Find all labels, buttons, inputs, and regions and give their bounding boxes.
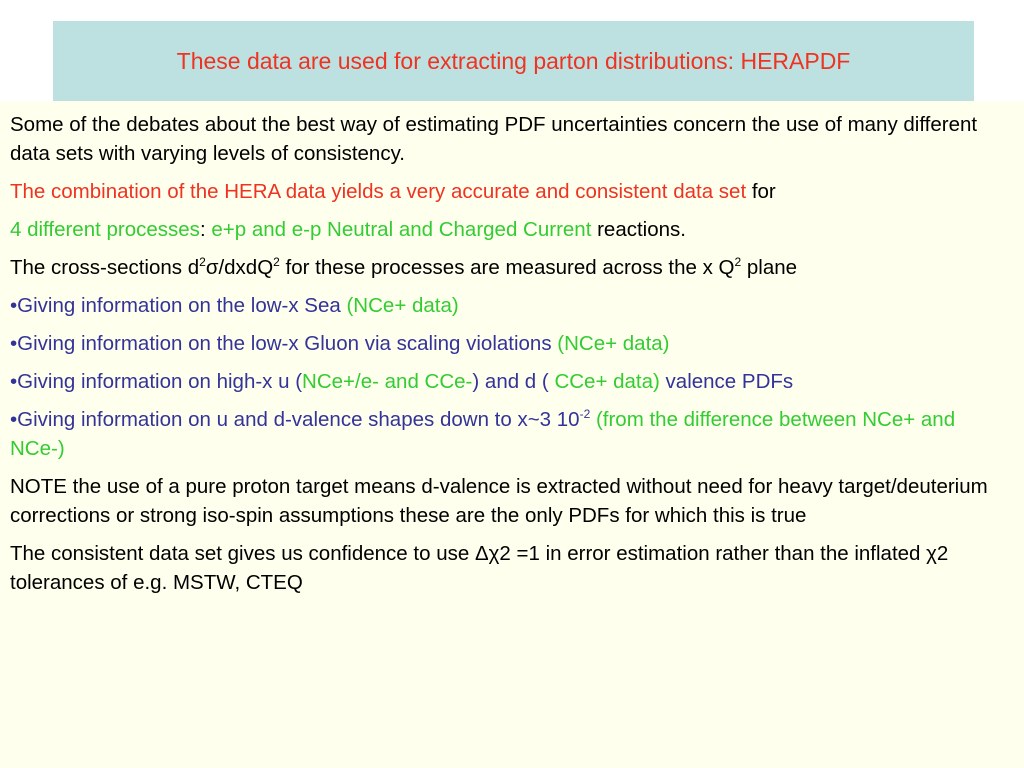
bullet-low-x-gluon-text: •Giving information on the low-x Gluon via scaling violations (10, 332, 558, 355)
bullet-valence-text: •Giving information on u and d-valence shapes down to x~3 10 (10, 408, 580, 431)
bullet-high-x-data-u: NCe+/e- and CCe- (302, 370, 473, 393)
bullet-valence-shapes (10, 405, 1010, 463)
bullet-high-x-valence (10, 367, 1010, 396)
bullet-low-x-gluon (10, 329, 1010, 358)
paragraph-processes (10, 215, 1010, 244)
bullet-valence-data: (from the difference between NCe+ and NCe-) (10, 408, 956, 460)
cross-sections-text-c: for these processes are measured across the x Q (279, 256, 735, 279)
cross-sections-sup3: 2 (734, 255, 742, 270)
paragraph-debates: Some of the debates about the best way of estimating PDF uncertainties concern the use of many different data sets with varying levels of consistency. (10, 113, 978, 165)
combination-tail: for (746, 180, 776, 203)
combination-highlight: The combination of the HERA data yields a very accurate and consistent data set (10, 180, 747, 203)
bullet-high-x-data-d: CCe+ data) (554, 370, 660, 393)
paragraph-combination (10, 177, 1010, 206)
bullet-high-x-text-a: •Giving information on high-x u ( (10, 370, 303, 393)
paragraph-note: NOTE the use of a pure proton target means d-valence is extracted without need for heavy target/deuterium corrections or strong iso-spin assumptions these are the only PDFs for which this is true (10, 475, 988, 527)
slide-body (10, 110, 1010, 606)
paragraph-cross-sections (10, 253, 1010, 282)
cross-sections-sup2: 2 (273, 255, 280, 270)
cross-sections-text-b: σ/dxdQ (205, 256, 274, 279)
bullet-high-x-text-c: valence PDFs (659, 370, 794, 393)
cross-sections-sup1: 2 (199, 255, 206, 270)
processes-list: e+p and e-p Neutral and Charged Current (211, 218, 592, 241)
paragraph-consistent-data: The consistent data set gives us confidence to use Δχ2 =1 in error estimation rather than the inflated χ2 tolerances of e.g. MSTW, CTEQ (10, 542, 949, 594)
processes-count: 4 different processes (10, 218, 200, 241)
bullet-low-x-sea-data: (NCe+ data) (346, 294, 459, 317)
processes-colon: : (199, 218, 212, 241)
cross-sections-text-a: The cross-sections d (10, 256, 200, 279)
processes-tail: reactions. (591, 218, 686, 241)
bullet-low-x-gluon-data: (NCe+ data) (557, 332, 670, 355)
bullet-high-x-text-b: ) and d ( (472, 370, 555, 393)
bullet-low-x-sea (10, 291, 1010, 320)
title-banner (53, 21, 974, 101)
bullet-valence-sup: -2 (579, 407, 591, 422)
cross-sections-text-d: plane (741, 256, 798, 279)
bullet-low-x-sea-text: •Giving information on the low-x Sea (10, 294, 347, 317)
slide-title: These data are used for extracting parton distributions: HERAPDF (176, 48, 851, 74)
content-panel (0, 101, 1024, 768)
